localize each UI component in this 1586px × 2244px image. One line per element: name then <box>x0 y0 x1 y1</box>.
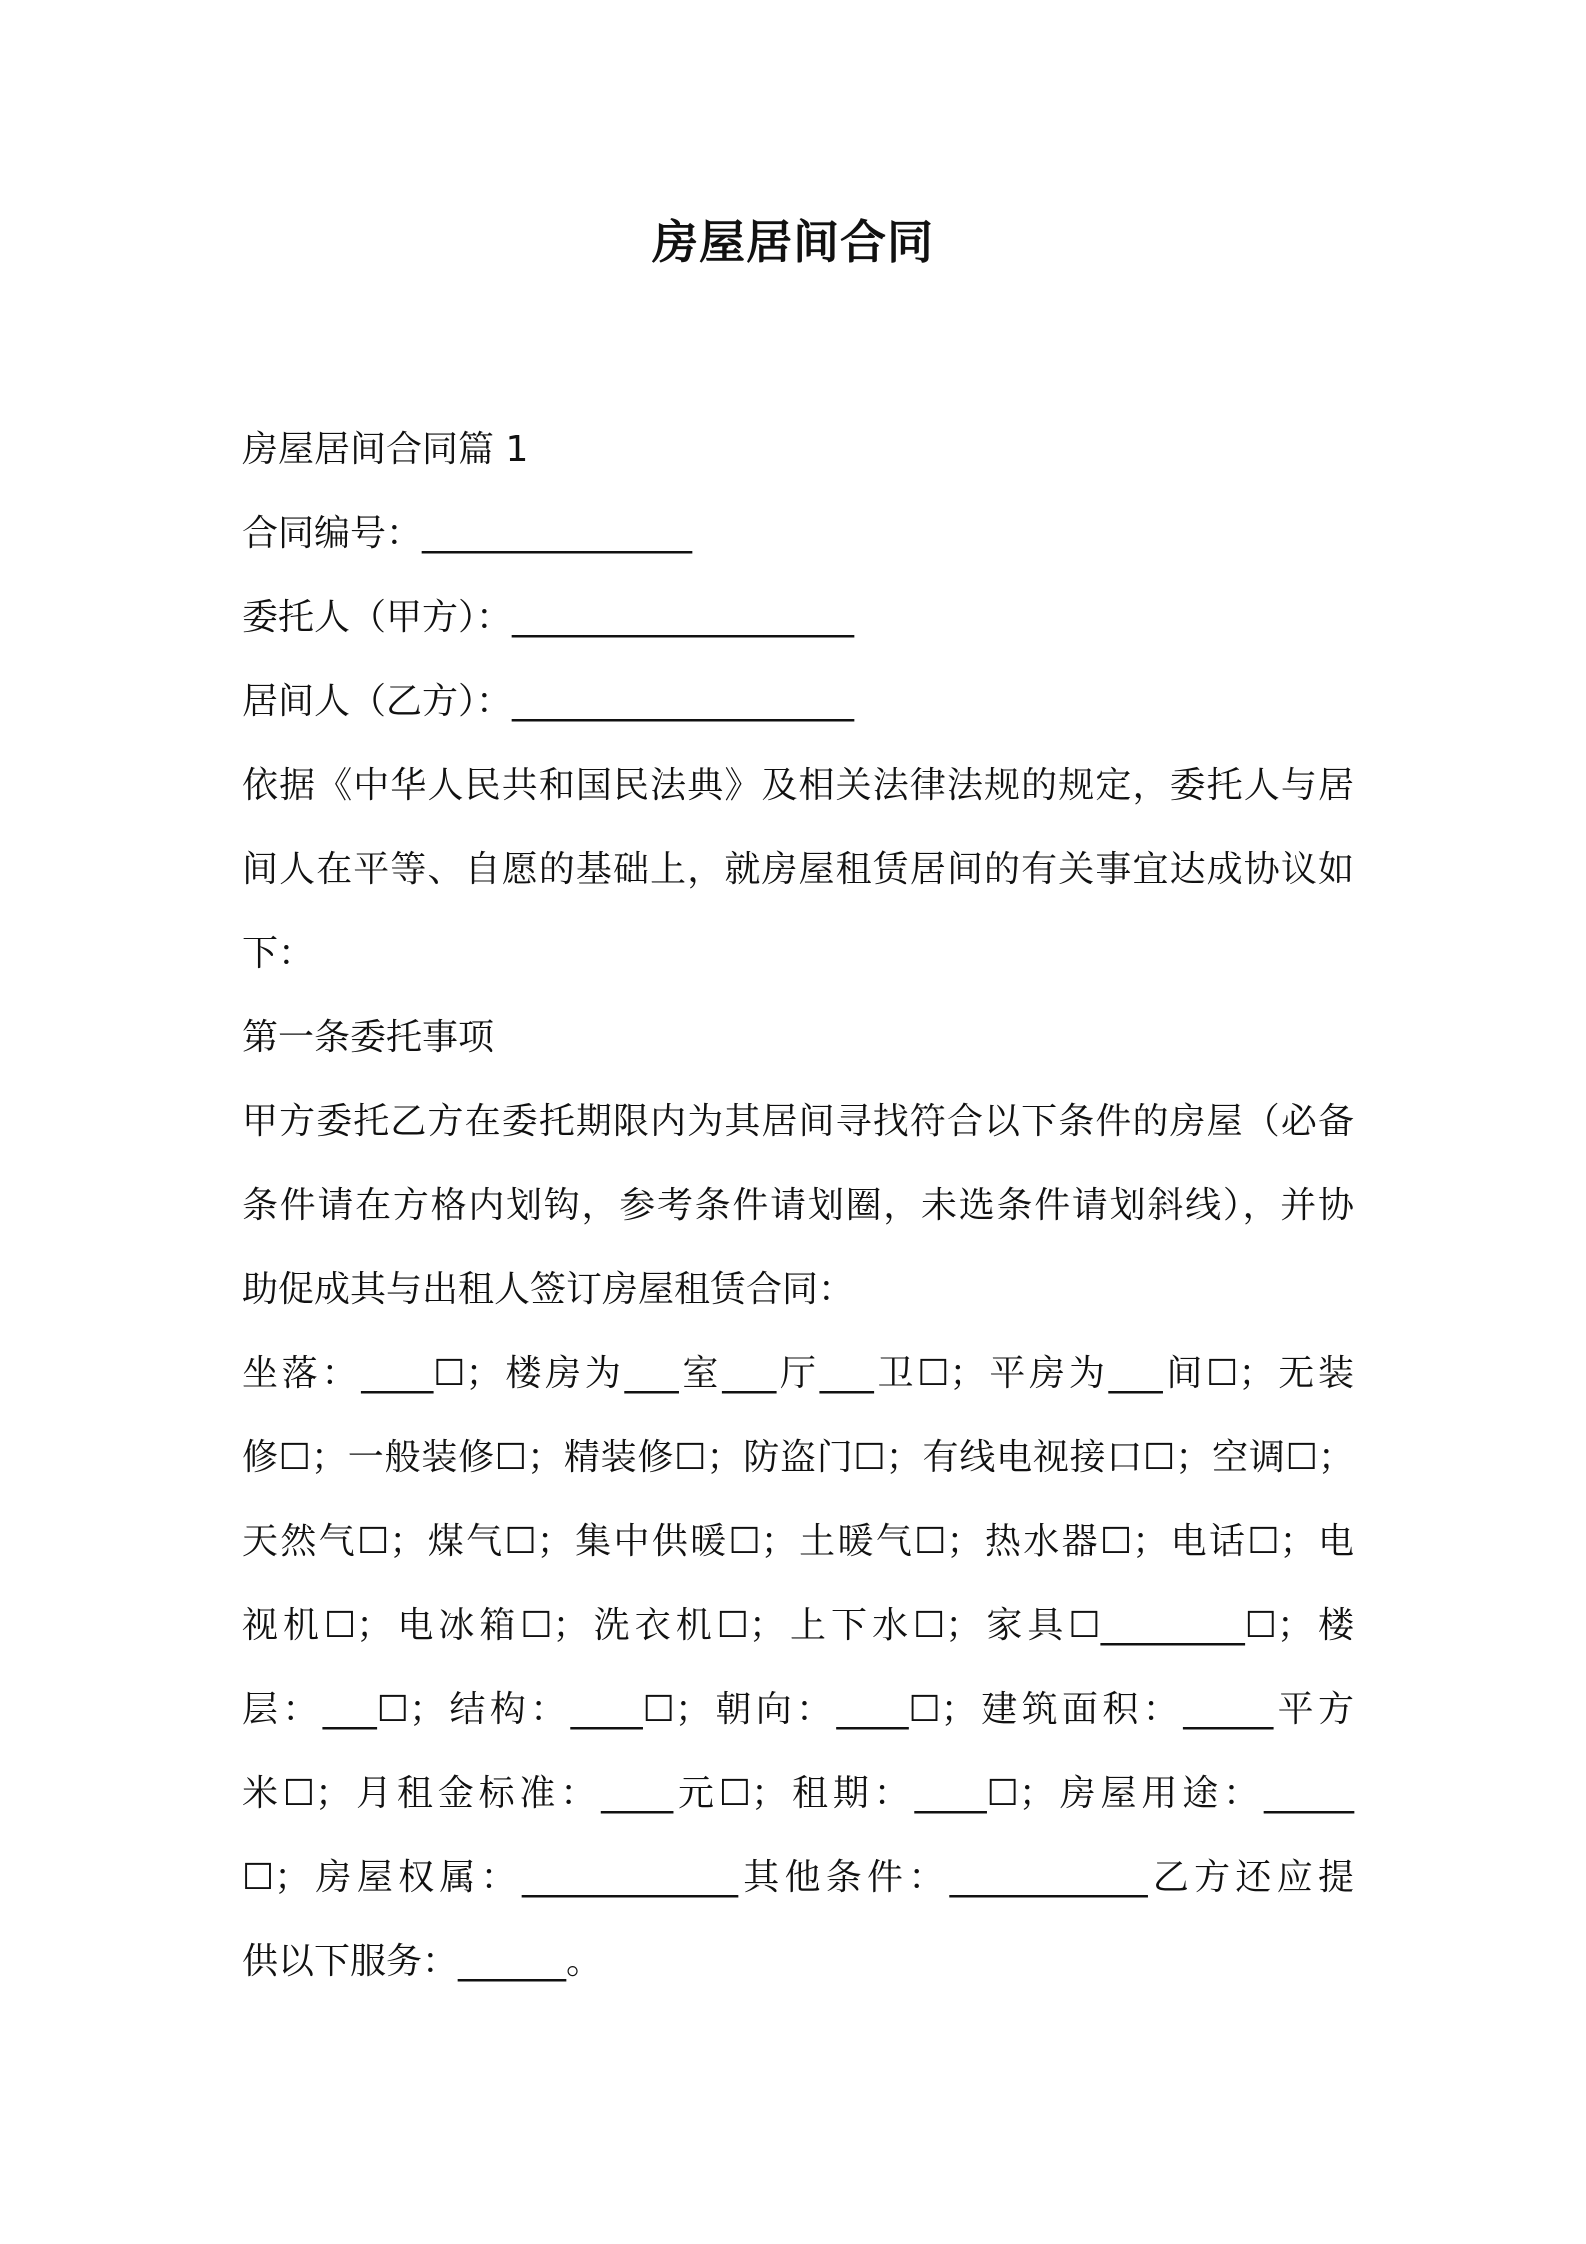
section-heading: 房屋居间合同篇 1 <box>242 429 529 470</box>
document-title: 房屋居间合同 <box>652 215 934 269</box>
broker-party-field: 居间人（乙方）：___________________ <box>242 681 855 722</box>
conditions-line-7: ☐；房屋权属：____________其他条件：___________乙方还应提 <box>242 1857 1354 1898</box>
article-text-line-3: 助促成其与出租人签订房屋租赁合同： <box>242 1269 855 1310</box>
conditions-line-3: 天然气☐；煤气☐；集中供暖☐；土暖气☐；热水器☐；电话☐；电 <box>242 1521 1354 1562</box>
conditions-line-2: 修☐；一般装修☐；精装修☐；防盗门☐；有线电视接口☐；空调☐； <box>242 1437 1354 1478</box>
conditions-line-5: 层：___☐；结构：____☐；朝向：____☐；建筑面积：_____平方 <box>242 1689 1354 1730</box>
conditions-line-6: 米☐；月租金标准：____元☐；租期：____☐；房屋用途：_____ <box>242 1773 1354 1814</box>
client-party-field: 委托人（甲方）：___________________ <box>242 597 855 638</box>
article-heading: 第一条委托事项 <box>242 1017 495 1058</box>
preamble-line-3: 下： <box>242 933 315 974</box>
article-text-line-1: 甲方委托乙方在委托期限内为其居间寻找符合以下条件的房屋（必备 <box>242 1101 1354 1142</box>
preamble-line-2: 间人在平等、自愿的基础上，就房屋租赁居间的有关事宜达成协议如 <box>242 849 1354 890</box>
preamble-line-1: 依据《中华人民共和国民法典》及相关法律法规的规定，委托人与居 <box>242 765 1354 806</box>
document-body <box>242 408 1354 2004</box>
article-text-line-2: 条件请在方格内划钩，参考条件请划圈，未选条件请划斜线），并协 <box>242 1185 1354 1226</box>
contract-number-field: 合同编号：_______________ <box>242 513 693 554</box>
conditions-line-8: 供以下服务：______。 <box>242 1941 603 1982</box>
conditions-line-1: 坐落：____☐；楼房为___室___厅___卫☐；平房为___间☐；无装 <box>242 1353 1354 1394</box>
conditions-line-4: 视机☐；电冰箱☐；洗衣机☐；上下水☐；家具☐________☐；楼 <box>242 1605 1354 1646</box>
